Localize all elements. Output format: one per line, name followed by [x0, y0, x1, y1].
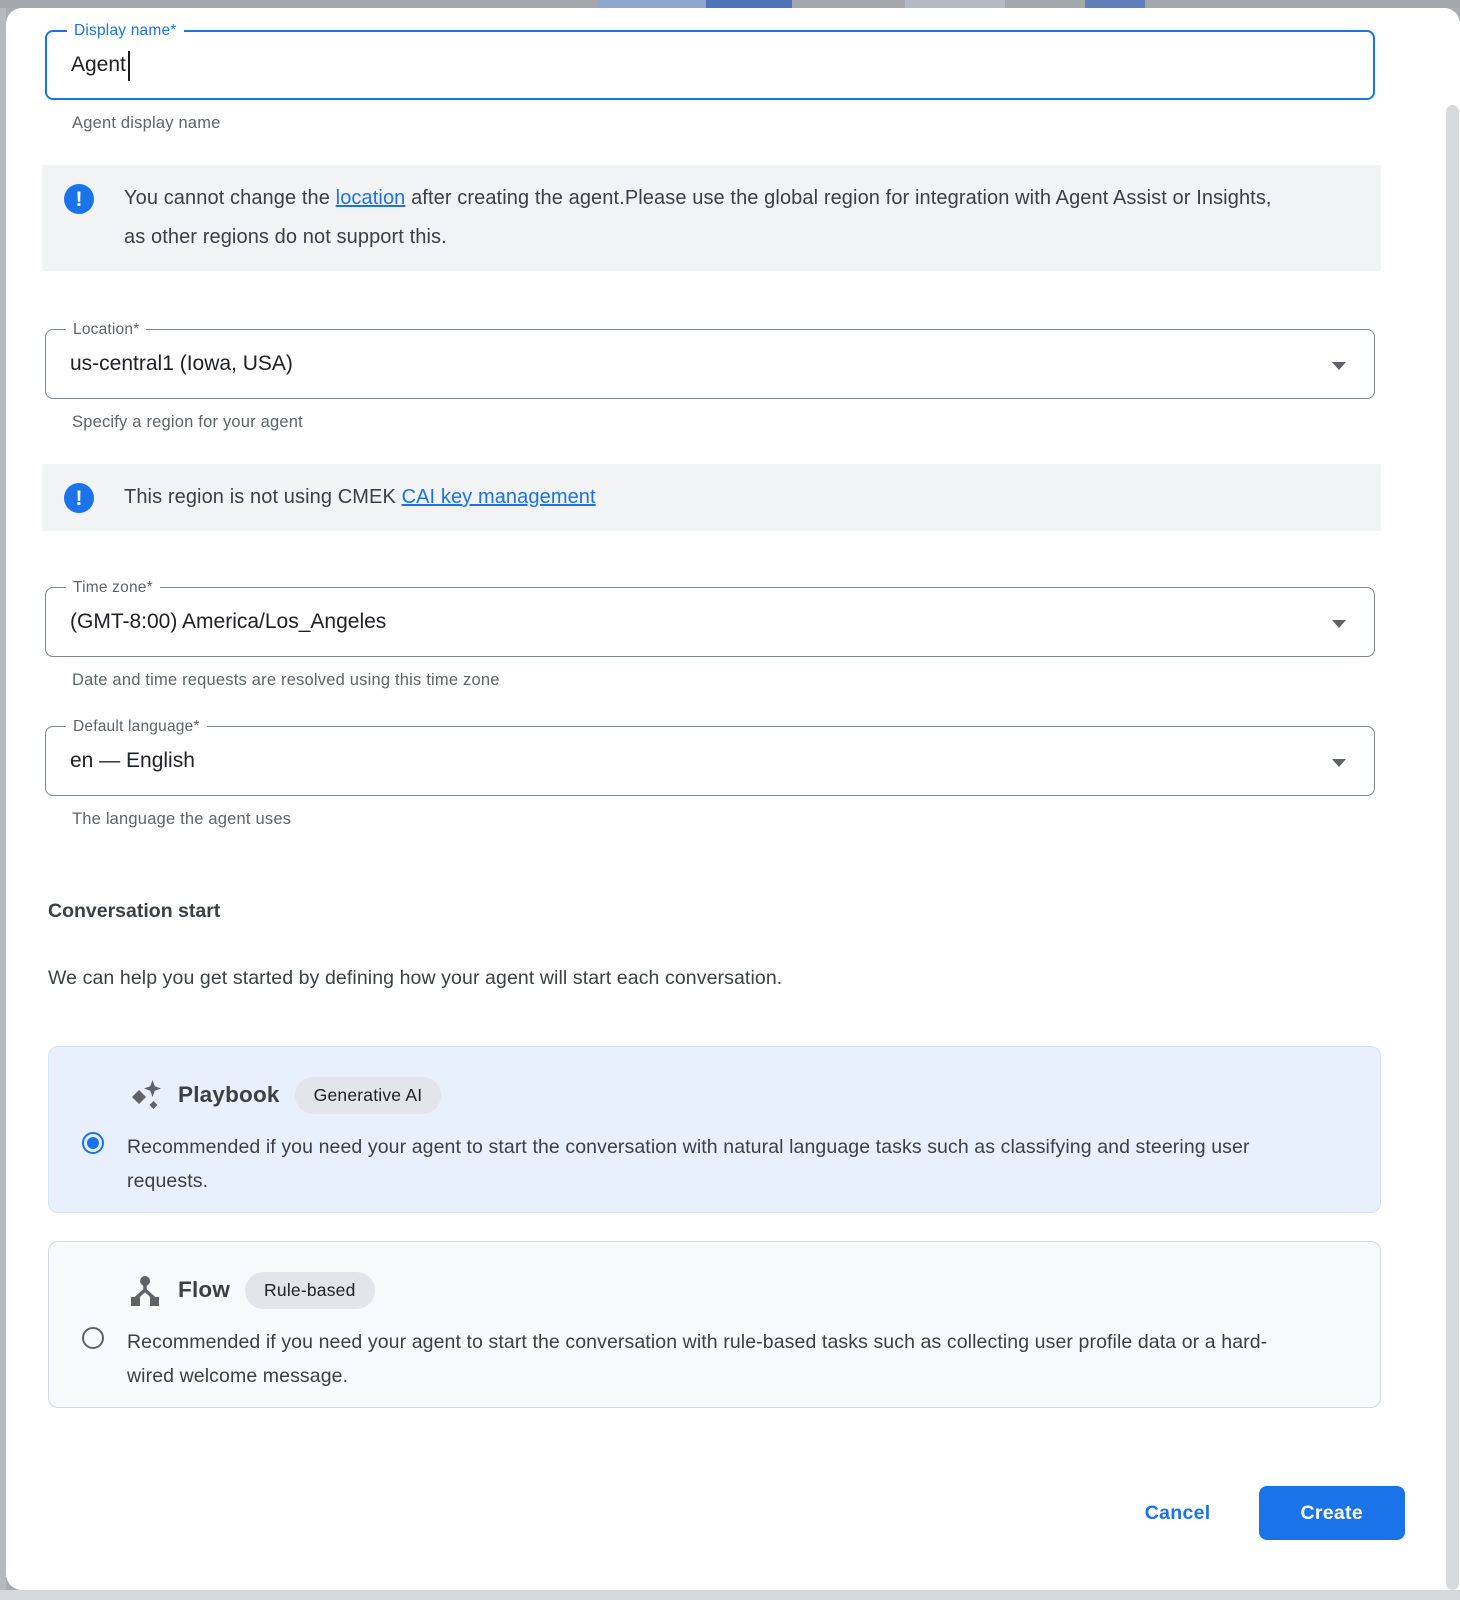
create-button[interactable]: Create: [1259, 1486, 1406, 1540]
playbook-title: Playbook: [178, 1082, 280, 1107]
background-decoration: [598, 0, 706, 8]
text-cursor: [128, 51, 130, 81]
cancel-button[interactable]: Cancel: [1127, 1490, 1229, 1537]
display-name-field: [45, 22, 1375, 100]
info-icon: !: [64, 483, 94, 513]
background-page-strip: [0, 1590, 1460, 1600]
banner-text-segment: after creating the agent.Please use the global region for integration with Agent Assist or Insights, as other regions do not support this.: [124, 187, 1272, 248]
time-zone-value: (GMT-8:00) America/Los_Angeles: [70, 610, 387, 633]
display-name-input[interactable]: [47, 32, 1373, 98]
cmek-info-banner: [42, 464, 1381, 531]
background-page-strip: [0, 0, 1460, 8]
time-zone-label: Time zone*: [66, 579, 160, 597]
create-agent-dialog: [6, 8, 1460, 1590]
flow-badge: Rule-based: [245, 1272, 375, 1309]
location-link[interactable]: location: [335, 187, 406, 209]
flow-icon: [127, 1272, 163, 1308]
flow-radio[interactable]: [82, 1327, 104, 1349]
default-language-value: en — English: [70, 749, 195, 772]
default-language-label: Default language*: [66, 718, 207, 736]
location-helper: Specify a region for your agent: [72, 413, 303, 431]
banner-text-segment: You cannot change the: [124, 187, 336, 209]
dropdown-arrow-icon: [1332, 362, 1346, 370]
playbook-option-card[interactable]: [48, 1046, 1381, 1213]
flow-description: Recommended if you need your agent to start the conversation with rule-based tasks such as collecting user profile data or a hard-wired welcome message.: [127, 1331, 1268, 1387]
flow-option-card[interactable]: [48, 1241, 1381, 1408]
location-banner-text: [124, 179, 1284, 257]
dropdown-arrow-icon: [1332, 620, 1346, 628]
scrollbar-track[interactable]: [1444, 8, 1460, 1590]
display-name-label: Display name*: [67, 22, 184, 40]
location-select[interactable]: [45, 321, 1375, 399]
info-icon: !: [64, 184, 94, 214]
banner-text-segment: This region is not using CMEK: [124, 486, 402, 508]
playbook-radio[interactable]: [82, 1132, 104, 1154]
display-name-helper: Agent display name: [72, 114, 221, 132]
location-info-banner: [42, 165, 1381, 271]
cai-key-management-link[interactable]: CAI key management: [401, 486, 596, 508]
dropdown-arrow-icon: [1332, 759, 1346, 767]
conversation-start-heading: Conversation start: [48, 900, 221, 922]
scrollbar-thumb[interactable]: [1446, 105, 1459, 1590]
default-language-select[interactable]: [45, 718, 1375, 796]
flow-title: Flow: [178, 1277, 231, 1302]
background-decoration: [1085, 0, 1145, 8]
sparkle-icon: [127, 1077, 163, 1113]
time-zone-helper: Date and time requests are resolved using this time zone: [72, 671, 500, 689]
time-zone-select[interactable]: [45, 579, 1375, 657]
background-decoration: [905, 0, 1005, 8]
cmek-banner-text: [124, 478, 596, 517]
dialog-actions: [6, 1486, 1405, 1540]
location-label: Location*: [66, 321, 146, 339]
background-decoration: [706, 0, 792, 8]
conversation-start-description: We can help you get started by defining how your agent will start each conversation.: [48, 967, 783, 989]
location-value: us-central1 (Iowa, USA): [70, 352, 293, 375]
playbook-description: Recommended if you need your agent to start the conversation with natural language tasks such as classifying and steering user requests.: [127, 1136, 1250, 1192]
playbook-badge: Generative AI: [295, 1077, 442, 1114]
default-language-helper: The language the agent uses: [72, 810, 292, 828]
